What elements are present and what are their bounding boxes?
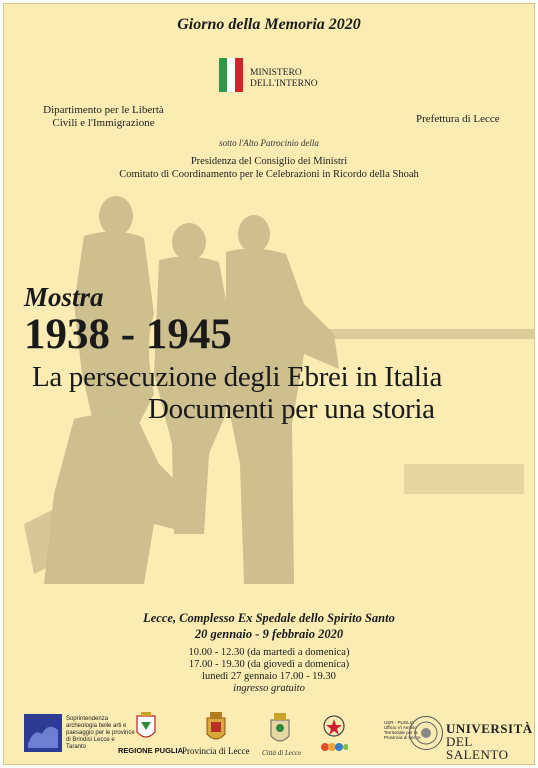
hours-line-2: 17.00 - 19.30 (da giovedì a domenica) xyxy=(188,659,350,670)
poster xyxy=(3,3,535,765)
universita-label xyxy=(446,722,534,761)
provincia-lecce-label: Provincia di Lecce xyxy=(182,746,250,756)
patronage-label: sotto l'Alto Patrocinio della xyxy=(219,138,319,148)
provincia-lecce-crest-icon xyxy=(205,712,227,744)
hours-line-3: lunedì 27 gennaio 17.00 - 19.30 xyxy=(202,671,336,682)
citta-lecce-label: Città di Lecce xyxy=(262,749,302,757)
venue-dates: 20 gennaio - 9 febbraio 2020 xyxy=(194,627,344,641)
presidenza-label xyxy=(4,155,534,181)
universita-line-1: UNIVERSITÀ xyxy=(446,721,533,736)
ministero-label xyxy=(250,68,318,90)
universita-line-2: DEL SALENTO xyxy=(446,734,509,762)
dipartimento-line-1: Dipartimento per le Libertà xyxy=(43,104,164,116)
dipartimento-label xyxy=(36,104,171,130)
exhibit-label: Mostra xyxy=(24,282,104,312)
ministero-line-1: MINISTERO xyxy=(250,68,302,78)
exhibit-subtitle-2: Documenti per una storia xyxy=(148,393,435,425)
mibact-logo xyxy=(24,714,62,752)
miur-emblem-icon xyxy=(320,714,348,754)
exhibit-subtitle-1: La persecuzione degli Ebrei in Italia xyxy=(32,361,443,393)
venue-place: Lecce, Complesso Ex Spedale dello Spirito Santo xyxy=(143,611,395,625)
regione-puglia-label: REGIONE PUGLIA xyxy=(118,746,184,755)
presidenza-line-2: Comitato di Coordinamento per le Celebrazioni in Ricordo della Shoah xyxy=(119,169,419,180)
dipartimento-line-2: Civili e l'Immigrazione xyxy=(52,117,155,129)
italian-flag-icon xyxy=(219,58,243,92)
regione-puglia-crest-icon xyxy=(135,712,157,744)
event-title: Giorno della Memoria 2020 xyxy=(177,16,361,33)
hours-line-1: 10.00 - 12.30 (da martedì a domenica) xyxy=(188,647,350,658)
exhibit-years: 1938 - 1945 xyxy=(24,311,232,358)
citta-lecce-crest-icon xyxy=(269,712,291,746)
prefettura-label: Prefettura di Lecce xyxy=(416,113,500,125)
venue-info xyxy=(4,610,534,642)
ministero-line-2: DELL'INTERNO xyxy=(250,79,318,89)
admission-note: ingresso gratuito xyxy=(233,683,305,694)
soprintendenza-label: Soprintendenza archeologia belle arti e paesaggio per le province di Brindisi Lecce e Taranto xyxy=(66,716,135,750)
universita-seal-icon xyxy=(409,716,443,750)
usr-puglia-label: USR - PUGLIA Ufficio VI Ambito Territoriale per la Provincia di Lecce xyxy=(384,720,421,740)
opening-hours xyxy=(4,647,534,695)
presidenza-line-1: Presidenza del Consiglio dei Ministri xyxy=(190,156,348,167)
